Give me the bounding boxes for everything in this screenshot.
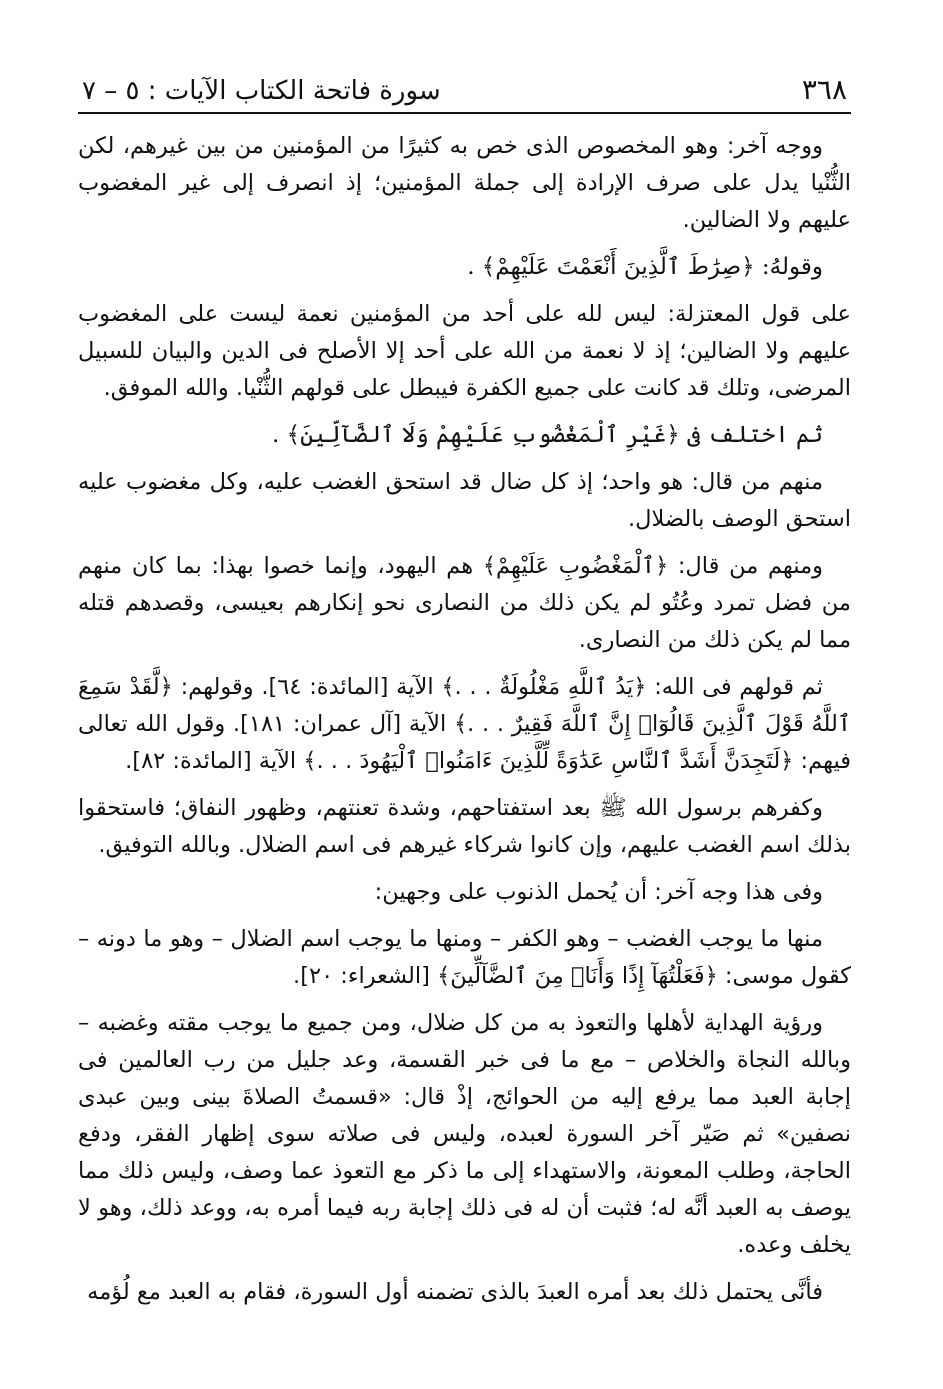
paragraph: ومنهم من قال: ﴿ٱلْمَغْضُوبِ عَلَيْهِمْ﴾ هم اليهود، وإنما خصوا بهذا: بما كان منهم من فضل تمرد وعُتُو لم يكن ذلك من النصارى نحو إنكارهم بعيسى، وقصدهم قتله مما لم يكن ذلك من النصارى. <box>78 553 851 653</box>
page-number: ٣٦٨ <box>801 73 847 106</box>
paragraph: ثم قولهم فى الله: ﴿يَدُ ٱللَّهِ مَغْلُولَةٌ . . .﴾ الآية [المائدة: ٦٤]. وقولهم: ﴿لَّقَدْ سَمِعَ ٱللَّهُ قَوْلَ ٱلَّذِينَ قَالُوٓا۟ إِنَّ ٱللَّهَ فَقِيرٌ . . .﴾ الآية [آل عمران: ١٨١]. وقول الله تعالى فيهم: ﴿لَتَجِدَنَّ أَشَدَّ ٱلنَّاسِ عَدَٰوَةً لِّلَّذِينَ ءَامَنُوا۟ ٱلْيَهُودَ . . .﴾ الآية [المائدة: ٨٢]. <box>78 674 851 774</box>
paragraph: منها ما يوجب الغضب – وهو الكفر – ومنها ما يوجب اسم الضلال – وهو ما دونه – كقول موسى: ﴿فَعَلْتُهَآ إِذًا وَأَنَا۠ مِنَ ٱلضَّآلِّينَ﴾ [الشعراء: ٢٠]. <box>78 926 851 989</box>
paragraph: ووجه آخر: وهو المخصوص الذى خص به كثيرًا من المؤمنين من بين غيرهم، لكن الثُّنْيا يدل على صرف الإرادة إلى جملة المؤمنين؛ إذ انصرف إلى غير المغضوب عليهم ولا الضالين. <box>78 133 851 233</box>
paragraph: فأنَّى يحتمل ذلك بعد أمره العبدَ بالذى تضمنه أول السورة، فقام به العبد مع لُؤمه <box>87 1279 823 1305</box>
paragraph: ورؤية الهداية لأهلها والتعوذ به من كل ضلال، ومن جميع ما يوجب مقته وغضبه – وبالله النجاة والخلاص – مع ما فى خبر القسمة، وعد جليل من رب العالمين فى إجابة العبد مما يرفع إليه من الحوائج، إذْ قال: «قسمتُ الصلاةَ بينى وبين عبدى نصفين» ثم صَيّر آخر السورة لعبده، وليس فى صلاته سوى إظهار الفقر، ودفع الحاجة، وطلب المعونة، والاستهداء إلى ما ذكر مع التعوذ عما وصف، وليس ذلك مما يوصف به العبد أنَّه له؛ فثبت أن له فى ذلك إجابة ربه فيما أمره به، ووعد ذلك، وهو لا يخلف وعده. <box>78 1010 851 1258</box>
verse-line: وقولهُ: ﴿صِرَٰطَ ٱلَّذِينَ أَنْعَمْتَ عَلَيْهِمْ﴾ . <box>467 254 823 280</box>
page-body <box>78 128 851 1311</box>
paragraph: منهم من قال: هو واحد؛ إذ كل ضال قد استحق الغضب عليه، وكل مغضوب عليه استحق الوصف بالضلال. <box>78 469 851 532</box>
paragraph: على قول المعتزلة: ليس لله على أحد من المؤمنين نعمة ليست على المغضوب عليهم ولا الضالين؛ إذ لا نعمة من الله على أحد إلا الأصلح فى الدين والبيان للسبيل المرضى، وتلك قد كانت على جميع الكفرة فيبطل على قولهم الثُّنْيا. والله الموفق. <box>78 301 851 401</box>
page-header <box>78 62 851 114</box>
verse-line: ثم اختلف فى ﴿غَيْرِ ٱلْمَغْضُوبِ عَلَيْهِمْ وَلَا ٱلضَّآلِّينَ﴾ . <box>272 422 823 448</box>
paragraph: وفى هذا وجه آخر: أن يُحمل الذنوب على وجهين: <box>374 879 823 905</box>
running-title: سورة فاتحة الكتاب الآيات : ٥ – ٧ <box>82 76 441 106</box>
paragraph: وكفرهم برسول الله ﷺ بعد استفتاحهم، وشدة تعنتهم، وظهور النفاق؛ فاستحقوا بذلك اسم الغضب عليهم، وإن كانوا شركاء غيرهم فى اسم الضلال. وبالله التوفيق. <box>78 795 851 858</box>
